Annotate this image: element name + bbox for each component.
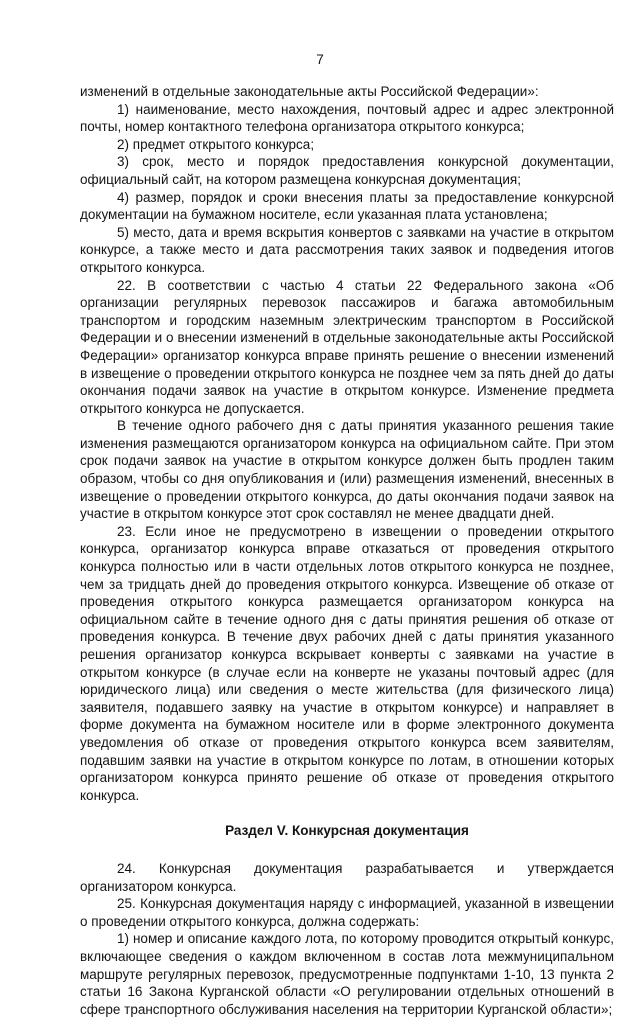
paragraph-item-2: 2) предмет открытого конкурса; [117,136,315,152]
paragraph-clause-25-item-1: 1) номер и описание каждого лота, по которому проводится открытый конкурс, включающее сведения о каждом включенном в состав лота межмуниципальном маршруте регулярных перевозок, предусмотренные подпунктами 1-10, 13 пункта 2 статьи 16 Закона Курганской области «О регулировании отдельных отношений в сфере транспортного обслуживания населения на территории Курганской области»; [80,931,614,1017]
paragraph-item-1: 1) наименование, место нахождения, почтовый адрес и адрес электронной почты, номер контактного телефона организатора открытого конкурса; [80,101,614,135]
page-number: 7 [316,52,324,67]
paragraph-item-3: 3) срок, место и порядок предоставления конкурсной документации, официальный сайт, на котором размещена конкурсная документация; [80,154,614,187]
paragraph-clause-24: 24. Конкурсная документация разрабатывается и утверждается организатором конкурса. [80,860,614,894]
paragraph-clause-23: 23. Если иное не предусмотрено в извещении о проведении открытого конкурса, организатор конкурса вправе отказаться от проведения открытого конкурса полностью или в части отдельных лотов открытого конкурса не позднее, чем за тридцать дней до проведения открытого конкурса. Извещение об отказе от проведения открытого конкурса размещается организатором конкурса на официальном сайте в течение одного дня с даты принятия решения об отказе от проведения конкурса. В течение двух рабочих дней с даты принятия указанного решения организатор конкурса вскрывает конверты с заявками на участие в открытом конкурсе (в случае если на конверте не указаны почтовый адрес (для юридического лица) или сведения о месте жительства (для физического лица) заявителя, подавшего заявку на участие в открытом конкурсе) и направляет в форме документа на бумажном носителе или в форме электронного документа уведомления об отказе от проведения открытого конкурса всем заявителям, подавшим заявки на участие в открытом конкурсе по лотам, в отношении которых организатором конкурса принято решение об отказе от проведения открытого конкурса. [80,523,614,803]
paragraph-continuation: изменений в отдельные законодательные акты Российской Федерации»: [80,84,539,99]
paragraph-clause-22: 22. В соответствии с частью 4 статьи 22 Федерального закона «Об организации регулярных перевозок пассажиров и багажа автомобильным транспортом и городским наземным электрическим транспортом в Российской Федерации и о внесении изменений в отдельные законодательные акты Российской Федерации» организатор конкурса вправе принять решение о внесении изменений в извещение о проведении открытого конкурса не позднее чем за пять дней до даты окончания подачи заявок на участие в открытом конкурсе. Изменение предмета открытого конкурса не допускается. [80,277,614,416]
paragraph-clause-22-continued: В течение одного рабочего дня с даты принятия указанного решения такие изменения размещаются организатором конкурса на официальном сайте. При этом срок подачи заявок на участие в открытом конкурсе должен быть продлен таким образом, чтобы со дня опубликования и (или) размещения изменений, внесенных в извещение о проведении открытого конкурса, до даты окончания подачи заявок на участие в открытом конкурсе этот срок составлял не менее двадцати дней. [80,418,614,522]
paragraph-item-5: 5) место, дата и время вскрытия конвертов с заявками на участие в открытом конкурсе, а также место и дата рассмотрения таких заявок и подведения итогов открытого конкурса. [80,224,614,275]
paragraph-item-4: 4) размер, порядок и сроки внесения платы за предоставление конкурсной документации на бумажном носителе, если указанная плата установлена; [80,189,614,223]
section-heading: Раздел V. Конкурсная документация [225,823,469,839]
document-body [80,83,614,1018]
paragraph-clause-25: 25. Конкурсная документация наряду с информацией, указанной в извещении о проведении открытого конкурса, должна содержать: [80,896,614,929]
